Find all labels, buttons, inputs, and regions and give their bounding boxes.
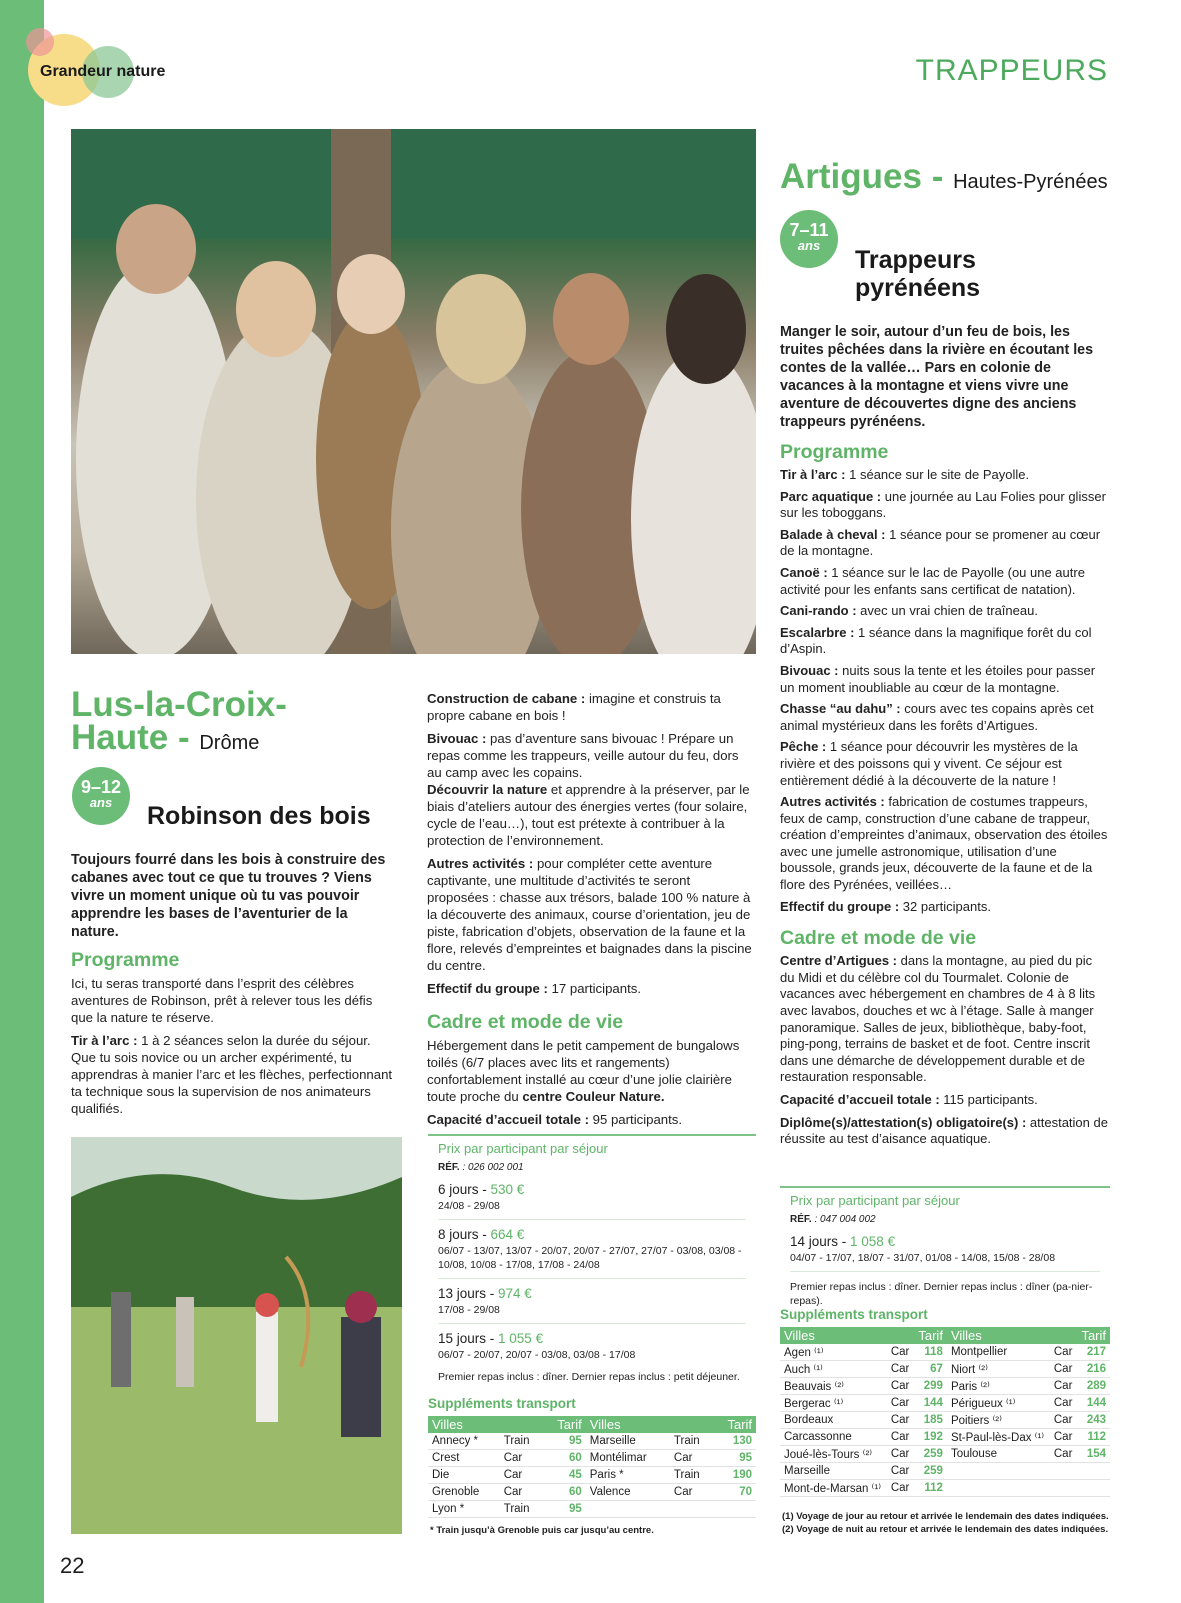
table-cell: Car [887, 1344, 914, 1361]
region-name: Hautes-Pyrénées [953, 171, 1108, 193]
transport-table-lus [428, 1416, 756, 1518]
table-cell: Lyon * [428, 1501, 500, 1518]
duration: 13 jours - [438, 1286, 499, 1301]
destination-artigues-heading [780, 157, 1108, 199]
programme-item [427, 781, 753, 849]
price-item [790, 1235, 1100, 1272]
transport-footnotes [782, 1510, 1109, 1536]
col-header [670, 1416, 714, 1433]
table-cell: Car [1050, 1429, 1077, 1446]
table-cell: 70 [714, 1484, 756, 1501]
capacity-label: Capacité d’accueil totale : [780, 1092, 940, 1107]
programme-heading: Programme [780, 441, 889, 463]
table-row [428, 1433, 756, 1450]
cadre-body: dans la montagne, au pied du pic du Midi et du célèbre col du Tourmalet. Colonie de vacances avec hébergement en chambres de 4 à 8 lits avec lavabos, douches et wc à l’étage. Salle à manger panoramique. Salles de jeux, bibliothèque, baby-foot, ping-pong, terrains de basket et de foot. Centre inscrit dans une démarche de développement durable et de restauration responsable. [780, 953, 1096, 1085]
page-number: 22 [60, 1553, 85, 1578]
col-header: Villes [780, 1327, 887, 1344]
table-cell: Joué-lès-Tours ⁽²⁾ [780, 1446, 887, 1463]
camp-title: Robinson des bois [147, 802, 371, 830]
col-header: Villes [428, 1416, 500, 1433]
duration: 6 jours - [438, 1182, 491, 1197]
ref-label: RÉF. [790, 1214, 812, 1225]
table-cell: Valence [586, 1484, 670, 1501]
programme-item [780, 527, 1110, 560]
capacity-line [780, 1092, 1110, 1109]
cadre-bold: centre Couleur Nature. [522, 1089, 665, 1104]
table-cell [947, 1480, 1050, 1497]
table-cell: 67 [914, 1361, 947, 1378]
cadre-heading: Cadre et mode de vie [427, 1011, 624, 1033]
camp-intro: Manger le soir, autour d’un feu de bois, les truites pêchées dans la rivière en écoutant les contes de la vallée… Pars en colonie de vacances à la montagne et viens vivre une aventure de découvertes digne des anciens trappeurs pyrénéens. [780, 324, 1094, 430]
table-row [780, 1463, 1110, 1480]
table-cell: Paris ⁽²⁾ [947, 1378, 1050, 1395]
diploma-value: attestation de réussite au test d’aisance aquatique. [780, 1114, 1108, 1147]
table-cell: 60 [544, 1484, 586, 1501]
table-row [780, 1446, 1110, 1463]
programme-item [427, 855, 753, 974]
table-cell: 130 [714, 1433, 756, 1450]
destination-name: Lus-la-Croix- [71, 685, 287, 724]
table-cell: Car [887, 1378, 914, 1395]
reference [438, 1161, 746, 1175]
item-text: nuits sous la tente et les étoiles pour passer un moment inoubliable au cœur de la montagne. [780, 662, 1096, 695]
item-text: 1 à 2 séances selon la durée du séjour. Que tu sois novice ou un archer expérimenté, tu apprendras à manier l’arc et les flèches, perfectionnant ta technique sous la supervision de nos animateurs qualifiés. [71, 1033, 393, 1116]
table-cell: Car [1050, 1395, 1077, 1412]
table-cell [714, 1501, 756, 1518]
item-label: Parc aquatique : [780, 488, 882, 504]
table-cell [1077, 1480, 1110, 1497]
col-header [1050, 1327, 1077, 1344]
table-cell: Die [428, 1467, 500, 1484]
table-cell: Mont-de-Marsan ⁽¹⁾ [780, 1480, 887, 1497]
table-cell: 95 [544, 1501, 586, 1518]
table-cell: Train [500, 1501, 544, 1518]
programme-item [780, 663, 1110, 696]
archery-photo [71, 1137, 402, 1534]
left-column-text [71, 851, 397, 1123]
capacity-label: Capacité d’accueil totale : [427, 1112, 589, 1127]
age-range: 9–12 [80, 777, 122, 797]
table-cell: Car [887, 1395, 914, 1412]
table-cell: Niort ⁽²⁾ [947, 1361, 1050, 1378]
reference [790, 1213, 1100, 1227]
table-cell: Train [670, 1433, 714, 1450]
item-text: et apprendre à la préserver, par le biais d’ateliers autour des énergies vertes (four solaire, cycle de l’eau…), tout est prétexte à contribuer à la protection de l’environnement. [427, 782, 750, 848]
cadre-text [427, 1037, 753, 1105]
programme-list [780, 467, 1110, 915]
price-header: Prix par participant par séjour [790, 1193, 960, 1208]
item-label: Escalarbre : [780, 624, 855, 640]
programme-item [780, 794, 1110, 894]
dash: - [168, 718, 200, 757]
table-cell: 217 [1077, 1344, 1110, 1361]
item-label: Tir à l’arc : [780, 467, 846, 482]
table-row [780, 1429, 1110, 1446]
table-cell: Marseille [586, 1433, 670, 1450]
item-label: Construction de cabane : [427, 691, 586, 706]
item-label: Découvrir la nature [427, 782, 548, 797]
table-cell: Car [887, 1361, 914, 1378]
programme-heading: Programme [71, 949, 180, 971]
table-cell: Car [670, 1484, 714, 1501]
item-text: 1 séance sur le site de Payolle. [845, 467, 1030, 482]
table-cell: 259 [914, 1463, 947, 1480]
table-row [428, 1501, 756, 1518]
programme-item [780, 565, 1110, 598]
dates: 04/07 - 17/07, 18/07 - 31/07, 01/08 - 14/08, 15/08 - 28/08 [790, 1252, 1056, 1264]
table-cell: 185 [914, 1412, 947, 1429]
logo-circle-pink [26, 28, 54, 56]
item-label: Effectif du groupe : [780, 898, 900, 914]
item-label: Bivouac : [427, 731, 487, 746]
photo-illustration [71, 129, 756, 654]
page-title: TRAPPEURS [915, 54, 1108, 87]
table-cell: Auch ⁽¹⁾ [780, 1361, 887, 1378]
age-badge [72, 767, 130, 825]
cadre-text [780, 953, 1110, 1086]
item-label: Balade à cheval : [780, 526, 886, 542]
table-cell: Car [1050, 1344, 1077, 1361]
item-text: 1 séance pour se promener au cœur de la montagne. [780, 526, 1101, 559]
programme-item [780, 467, 1110, 484]
table-cell: Toulouse [947, 1446, 1050, 1463]
footnote-1: (1) Voyage de jour au retour et arrivée le lendemain des dates indiquées. [782, 1511, 1109, 1522]
table-cell [1050, 1480, 1077, 1497]
table-cell: Train [500, 1433, 544, 1450]
destination-name-2: Haute [71, 718, 169, 757]
table-row [780, 1480, 1110, 1497]
table-cell: Car [500, 1484, 544, 1501]
col-header [500, 1416, 544, 1433]
capacity-line [427, 1111, 753, 1128]
table-cell: Grenoble [428, 1484, 500, 1501]
table-cell: 60 [544, 1450, 586, 1467]
price-box-lus [428, 1134, 756, 1390]
duration: 15 jours - [438, 1331, 499, 1346]
price: 530 € [490, 1182, 525, 1197]
item-label: Canoë : [780, 564, 828, 580]
table-cell: 95 [714, 1450, 756, 1467]
table-row [780, 1361, 1110, 1378]
price: 974 € [498, 1286, 532, 1301]
table-cell: 299 [914, 1378, 947, 1395]
table-cell: 192 [914, 1429, 947, 1446]
table-row [780, 1344, 1110, 1361]
capacity-value: 115 participants. [939, 1092, 1038, 1107]
programme-item [780, 625, 1110, 658]
duration: 8 jours - [438, 1227, 491, 1242]
item-text: imagine et construis ta propre cabane en bois ! [427, 691, 721, 723]
table-cell [1050, 1463, 1077, 1480]
dates: 06/07 - 13/07, 13/07 - 20/07, 20/07 - 27/07, 27/07 - 03/08, 03/08 - 10/08, 10/08 - 17/08, 17/08 - 24/08 [438, 1245, 742, 1271]
programme-item [780, 489, 1110, 522]
cadre-body: Hébergement dans le petit campement de bungalows toilés (6/7 places avec lits et rangements) confortablement installé au cœur d’une jolie clairière toute proche du [427, 1038, 740, 1104]
destination-lus-heading [71, 685, 287, 760]
dates: 06/07 - 20/07, 20/07 - 03/08, 03/08 - 17/08 [438, 1349, 636, 1361]
dash: - [921, 157, 954, 196]
programme-item [71, 1032, 397, 1117]
table-cell: St-Paul-lès-Dax ⁽¹⁾ [947, 1429, 1050, 1446]
item-text: pour compléter cette aventure captivante, une multitude d’activités te seront proposées : chasse aux trésors, balade 100 % nature à la découverte des animaux, course d’orientation, jeu de piste, fabrication d’objets, observation de la faune et la flore, relevés d’empreintes et baignades dans la piscine du centre. [427, 856, 752, 973]
table-cell: 144 [914, 1395, 947, 1412]
programme-item [780, 701, 1110, 734]
table-cell: 144 [1077, 1395, 1110, 1412]
programme-item [780, 603, 1110, 620]
dates: 17/08 - 29/08 [438, 1304, 500, 1316]
item-label: Chasse “au dahu” : [780, 701, 901, 717]
col-header: Tarif [1077, 1327, 1110, 1344]
col-header: Villes [947, 1327, 1050, 1344]
table-cell: 45 [544, 1467, 586, 1484]
table-cell: 112 [1077, 1429, 1110, 1446]
table-row [428, 1450, 756, 1467]
item-label: Autres activités : [780, 794, 885, 810]
table-cell: 154 [1077, 1446, 1110, 1463]
table-cell: Car [1050, 1446, 1077, 1463]
ref-value: : 047 004 002 [811, 1214, 876, 1225]
programme-item [780, 739, 1110, 789]
item-label: Bivouac : [780, 662, 839, 678]
meal-note: Premier repas inclus : dîner. Dernier repas inclus : dîner (pa-nier-repas). [790, 1281, 1093, 1307]
table-cell: 112 [914, 1480, 947, 1497]
table-cell: Car [887, 1429, 914, 1446]
table-cell: 95 [544, 1433, 586, 1450]
diploma-label: Diplôme(s)/attestation(s) obligatoire(s) : [780, 1114, 1027, 1130]
camp-title: Trappeurs pyrénéens [855, 246, 981, 302]
diploma-line [780, 1115, 1110, 1148]
camp-intro: Toujours fourré dans les bois à construire des cabanes avec tout ce que tu trouves ? Viens vivre un moment unique où tu vas pouvoir apprendre les bases de l’aventurier de la nature. [71, 852, 386, 940]
cadre-label: Centre d’Artigues : [780, 953, 898, 969]
table-row [428, 1484, 756, 1501]
table-cell: 259 [914, 1446, 947, 1463]
price-item [438, 1183, 746, 1220]
item-text: fabrication de costumes trappeurs, feux de camp, construction d’une cabane de trappeur, création d’empreintes d’animaux, observation des étoiles avec une jumelle astronomique, utilisation d’une boussole, grands jeux, découverte de la faune et de la flore des Pyrénées, veillées… [780, 794, 1108, 893]
table-cell: Montélimar [586, 1450, 670, 1467]
col-header: Villes [586, 1416, 670, 1433]
table-cell: Car [887, 1412, 914, 1429]
table-row [428, 1467, 756, 1484]
price-item [438, 1228, 746, 1279]
table-cell: Bordeaux [780, 1412, 887, 1429]
table-cell: Annecy * [428, 1433, 500, 1450]
item-text: 32 participants. [899, 898, 991, 914]
table-cell: Car [1050, 1378, 1077, 1395]
meal-note: Premier repas inclus : dîner. Dernier repas inclus : petit déjeuner. [438, 1371, 740, 1383]
programme-text: Ici, tu seras transporté dans l’esprit des célèbres aventures de Robinson, prêt à relever tous les défis que la nature te réserve. [71, 976, 373, 1025]
table-cell [947, 1463, 1050, 1480]
table-cell: Car [887, 1446, 914, 1463]
col-header: Tarif [714, 1416, 756, 1433]
table-cell: Train [670, 1467, 714, 1484]
table-cell: 190 [714, 1467, 756, 1484]
table-row [780, 1395, 1110, 1412]
table-cell [586, 1501, 670, 1518]
table-cell: Marseille [780, 1463, 887, 1480]
item-text: 17 participants. [547, 981, 641, 996]
price: 1 055 € [498, 1331, 544, 1346]
transport-footnote: * Train jusqu’à Grenoble puis car jusqu’au centre. [430, 1525, 654, 1536]
table-cell: 216 [1077, 1361, 1110, 1378]
table-cell [1077, 1463, 1110, 1480]
price-item [438, 1332, 746, 1368]
transport-heading: Suppléments transport [428, 1396, 576, 1411]
table-cell: Périgueux ⁽¹⁾ [947, 1395, 1050, 1412]
table-row [780, 1412, 1110, 1429]
table-cell: Poitiers ⁽²⁾ [947, 1412, 1050, 1429]
item-label: Tir à l’arc : [71, 1033, 138, 1048]
programme-item [427, 730, 753, 781]
programme-item [427, 980, 753, 997]
age-range: 7–11 [789, 220, 829, 240]
section-logo [26, 26, 196, 106]
programme-item [780, 899, 1110, 916]
item-text: une journée au Lau Folies pour glisser sur les toboggans. [780, 488, 1106, 521]
table-cell: Beauvais ⁽²⁾ [780, 1378, 887, 1395]
destination-name: Artigues [780, 157, 922, 196]
table-cell: Paris * [586, 1467, 670, 1484]
green-side-band [0, 0, 44, 1603]
table-cell: 243 [1077, 1412, 1110, 1429]
table-cell: Car [1050, 1361, 1077, 1378]
right-column-text [780, 323, 1110, 1154]
middle-column-text [427, 690, 753, 1134]
item-text: cours avec tes copains après cet animal mystérieux dans les forêts d’Artigues. [780, 701, 1094, 733]
age-badge [780, 210, 838, 268]
col-header: Tarif [914, 1327, 947, 1344]
item-label: Effectif du groupe : [427, 981, 548, 996]
item-text: 1 séance pour découvrir les mystères de la rivière et des poissons qui y vivent. Ce séjour est entièrement dédié à la découverte de la nature ! [780, 739, 1078, 788]
dates: 24/08 - 29/08 [438, 1200, 500, 1212]
table-row [780, 1378, 1110, 1395]
region-name: Drôme [199, 732, 260, 754]
ref-label: RÉF. [438, 1162, 460, 1173]
item-label: Cani-rando : [780, 603, 857, 619]
logo-text: Grandeur nature [40, 63, 166, 80]
item-text: pas d’aventure sans bivouac ! Prépare un repas comme les trappeurs, veille autour du feu, dors au camp avec les copains. [427, 731, 739, 780]
item-text: 1 séance sur le lac de Payolle (ou une autre activité pour les enfants sans certificat de natation). [780, 564, 1085, 597]
age-unit: ans [797, 238, 821, 253]
table-cell: Agen ⁽¹⁾ [780, 1344, 887, 1361]
table-cell: Car [887, 1480, 914, 1497]
transport-table-artigues [780, 1327, 1110, 1497]
table-cell: Crest [428, 1450, 500, 1467]
item-text: avec un vrai chien de traîneau. [856, 603, 1038, 619]
cadre-heading: Cadre et mode de vie [780, 927, 977, 950]
table-cell: Car [670, 1450, 714, 1467]
footnote-2: (2) Voyage de nuit au retour et arrivée le lendemain des dates indiquées. [782, 1524, 1109, 1535]
price-box-artigues [780, 1186, 1110, 1314]
item-label: Autres activités : [427, 856, 534, 871]
price: 1 058 € [850, 1234, 896, 1249]
table-cell: Car [1050, 1412, 1077, 1429]
table-cell: 118 [914, 1344, 947, 1361]
trappers-children-photo [71, 129, 756, 654]
item-label: Pêche : [780, 739, 827, 755]
table-cell: Car [500, 1467, 544, 1484]
price: 664 € [490, 1227, 525, 1242]
col-header: Tarif [544, 1416, 586, 1433]
table-cell [670, 1501, 714, 1518]
table-cell: Carcassonne [780, 1429, 887, 1446]
programme-item [427, 690, 753, 724]
age-unit: ans [89, 795, 113, 810]
table-cell: Montpellier [947, 1344, 1050, 1361]
price-header: Prix par participant par séjour [438, 1141, 608, 1156]
price-item [438, 1287, 746, 1324]
table-cell: Bergerac ⁽¹⁾ [780, 1395, 887, 1412]
table-cell: Car [887, 1463, 914, 1480]
item-text: 1 séance dans la magnifique forêt du col d’Aspin. [780, 624, 1092, 657]
table-cell: 289 [1077, 1378, 1110, 1395]
capacity-value: 95 participants. [588, 1112, 683, 1127]
table-cell: Car [500, 1450, 544, 1467]
transport-heading: Suppléments transport [780, 1307, 928, 1322]
col-header [887, 1327, 914, 1344]
ref-value: : 026 002 001 [459, 1162, 524, 1173]
duration: 14 jours - [790, 1234, 851, 1249]
archery-illustration [71, 1137, 402, 1534]
